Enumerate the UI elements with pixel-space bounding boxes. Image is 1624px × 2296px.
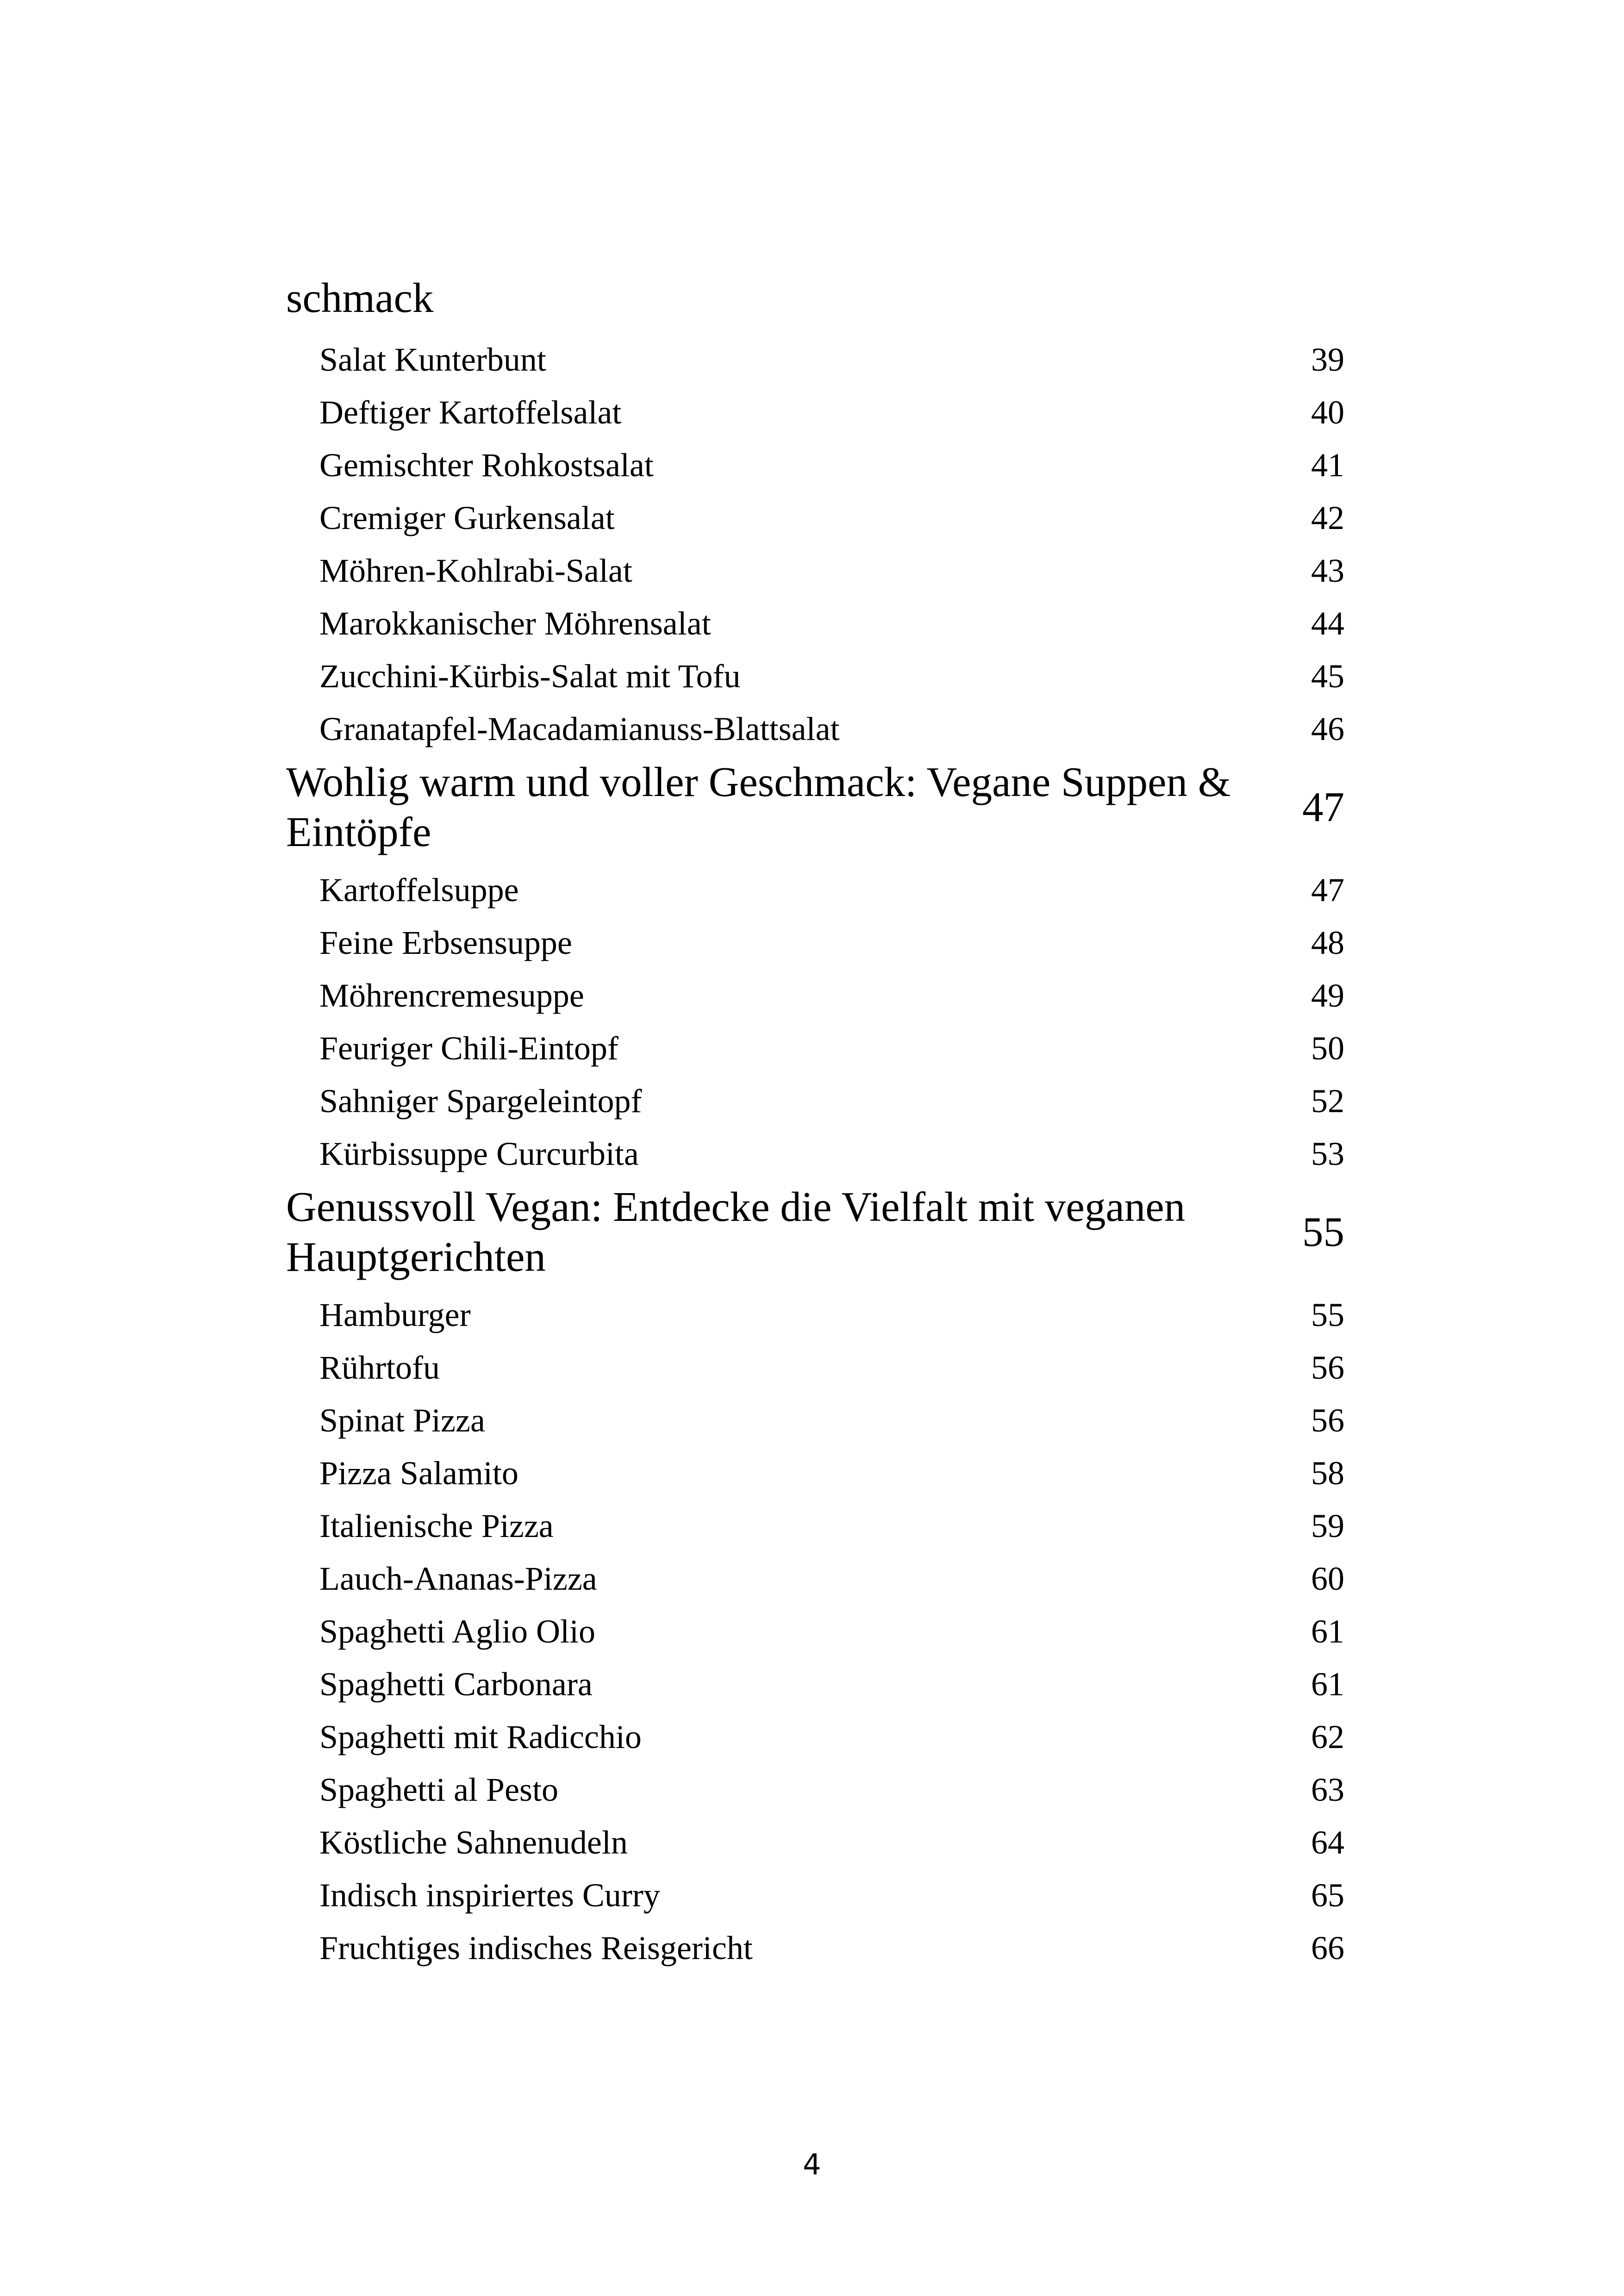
toc-entry-page: 56	[1311, 1401, 1344, 1439]
toc-entry-title: Köstliche Sahnenudeln	[319, 1823, 628, 1861]
toc-entry-title: Marokkanischer Möhrensalat	[319, 604, 711, 642]
toc-entry-title: Feine Erbsensuppe	[319, 924, 572, 961]
section-heading-continued: schmack	[286, 274, 434, 321]
toc-entry-page: 39	[1311, 341, 1344, 378]
toc-entry-page: 61	[1311, 1665, 1344, 1703]
toc-entry[interactable]	[286, 1552, 1344, 1605]
toc-entry-title: Italienische Pizza	[319, 1507, 554, 1544]
toc-entry[interactable]	[286, 1127, 1344, 1180]
toc-entry-title: Hamburger	[319, 1296, 471, 1333]
toc-entry-title: Möhren-Kohlrabi-Salat	[319, 552, 632, 589]
toc-entry-page: 42	[1311, 499, 1344, 536]
toc-entry-title: Rührtofu	[319, 1349, 440, 1386]
toc-entry[interactable]	[286, 703, 1344, 755]
toc-entry[interactable]	[286, 1816, 1344, 1869]
toc-entry-page: 53	[1311, 1135, 1344, 1172]
table-of-contents	[286, 273, 1344, 1974]
toc-entry-title: Lauch-Ananas-Pizza	[319, 1560, 597, 1597]
toc-entry-page: 63	[1311, 1771, 1344, 1808]
toc-entry[interactable]	[286, 1922, 1344, 1974]
toc-entry-page: 46	[1311, 710, 1344, 747]
toc-entry[interactable]	[286, 1711, 1344, 1763]
toc-entry-page: 48	[1311, 924, 1344, 961]
toc-entry-page: 43	[1311, 552, 1344, 589]
toc-entry-page: 66	[1311, 1929, 1344, 1966]
toc-entry-page: 50	[1311, 1029, 1344, 1067]
toc-entry-page: 45	[1311, 657, 1344, 695]
toc-entry-title: Zucchini-Kürbis-Salat mit Tofu	[319, 657, 741, 695]
toc-entry-page: 58	[1311, 1454, 1344, 1492]
toc-entry[interactable]	[286, 597, 1344, 650]
toc-entry[interactable]	[286, 1394, 1344, 1447]
toc-section-title: Wohlig warm und voller Geschmack: Vegane Suppen & Eintöpfe	[286, 759, 1231, 855]
toc-entry[interactable]	[286, 864, 1344, 916]
toc-entry-page: 52	[1311, 1082, 1344, 1120]
toc-entry-page: 49	[1311, 977, 1344, 1014]
toc-entry-page: 65	[1311, 1876, 1344, 1914]
toc-entry-title: Spaghetti Aglio Olio	[319, 1612, 596, 1650]
toc-entry-page: 64	[1311, 1823, 1344, 1861]
toc-section-heading[interactable]	[286, 755, 1344, 864]
toc-entry-title: Spaghetti al Pesto	[319, 1771, 558, 1808]
toc-section-page: 55	[1302, 1208, 1344, 1255]
toc-entry[interactable]	[286, 439, 1344, 492]
toc-entry-page: 60	[1311, 1560, 1344, 1597]
toc-entry-title: Spaghetti Carbonara	[319, 1665, 593, 1703]
toc-entry-title: Cremiger Gurkensalat	[319, 499, 615, 536]
toc-entry[interactable]	[286, 1447, 1344, 1500]
toc-entry-page: 59	[1311, 1507, 1344, 1544]
toc-entry[interactable]	[286, 1658, 1344, 1711]
toc-entry-title: Granatapfel-Macadamianuss-Blattsalat	[319, 710, 840, 747]
toc-entry-title: Fruchtiges indisches Reisgericht	[319, 1929, 753, 1966]
toc-entry[interactable]	[286, 544, 1344, 597]
toc-entry-page: 61	[1311, 1612, 1344, 1650]
toc-entry-title: Kartoffelsuppe	[319, 871, 519, 908]
toc-section-salads	[286, 333, 1344, 755]
toc-entry-page: 62	[1311, 1718, 1344, 1755]
toc-section-soups	[286, 755, 1344, 1180]
toc-entry-title: Salat Kunterbunt	[319, 341, 546, 378]
toc-entry-title: Sahniger Spargeleintopf	[319, 1082, 642, 1120]
toc-entry-page: 47	[1311, 871, 1344, 908]
toc-entry[interactable]	[286, 650, 1344, 703]
toc-entry[interactable]	[286, 969, 1344, 1022]
toc-entry[interactable]	[286, 1605, 1344, 1658]
toc-entry-title: Feuriger Chili-Eintopf	[319, 1029, 618, 1067]
toc-entry-title: Möhrencremesuppe	[319, 977, 584, 1014]
toc-entry-title: Gemischter Rohkostsalat	[319, 446, 654, 484]
toc-entry[interactable]	[286, 492, 1344, 544]
toc-entry-title: Deftiger Kartoffelsalat	[319, 393, 622, 431]
toc-entry[interactable]	[286, 1022, 1344, 1075]
toc-entry[interactable]	[286, 386, 1344, 439]
page-number: 4	[803, 2147, 821, 2181]
toc-section-main-dishes	[286, 1180, 1344, 1974]
toc-entry[interactable]	[286, 1500, 1344, 1552]
toc-entry[interactable]	[286, 333, 1344, 386]
toc-section-heading[interactable]	[286, 1180, 1344, 1288]
toc-entry[interactable]	[286, 1288, 1344, 1341]
toc-section-page: 47	[1302, 784, 1344, 830]
toc-entry[interactable]	[286, 1763, 1344, 1816]
toc-entry-page: 41	[1311, 446, 1344, 484]
toc-entry-page: 55	[1311, 1296, 1344, 1333]
toc-entry[interactable]	[286, 916, 1344, 969]
toc-entry-page: 40	[1311, 393, 1344, 431]
toc-entry[interactable]	[286, 1341, 1344, 1394]
toc-entry-title: Indisch inspiriertes Curry	[319, 1876, 660, 1914]
toc-entry[interactable]	[286, 1869, 1344, 1922]
toc-section-title: Genussvoll Vegan: Entdecke die Vielfalt mit veganen Hauptgerichten	[286, 1183, 1186, 1280]
toc-entry-title: Spaghetti mit Radicchio	[319, 1718, 642, 1755]
toc-entry[interactable]	[286, 1075, 1344, 1127]
toc-entry-title: Kürbissuppe Curcurbita	[319, 1135, 639, 1172]
toc-entry-title: Pizza Salamito	[319, 1454, 518, 1492]
toc-entry-page: 56	[1311, 1349, 1344, 1386]
toc-entry-title: Spinat Pizza	[319, 1401, 485, 1439]
toc-entry-page: 44	[1311, 604, 1344, 642]
